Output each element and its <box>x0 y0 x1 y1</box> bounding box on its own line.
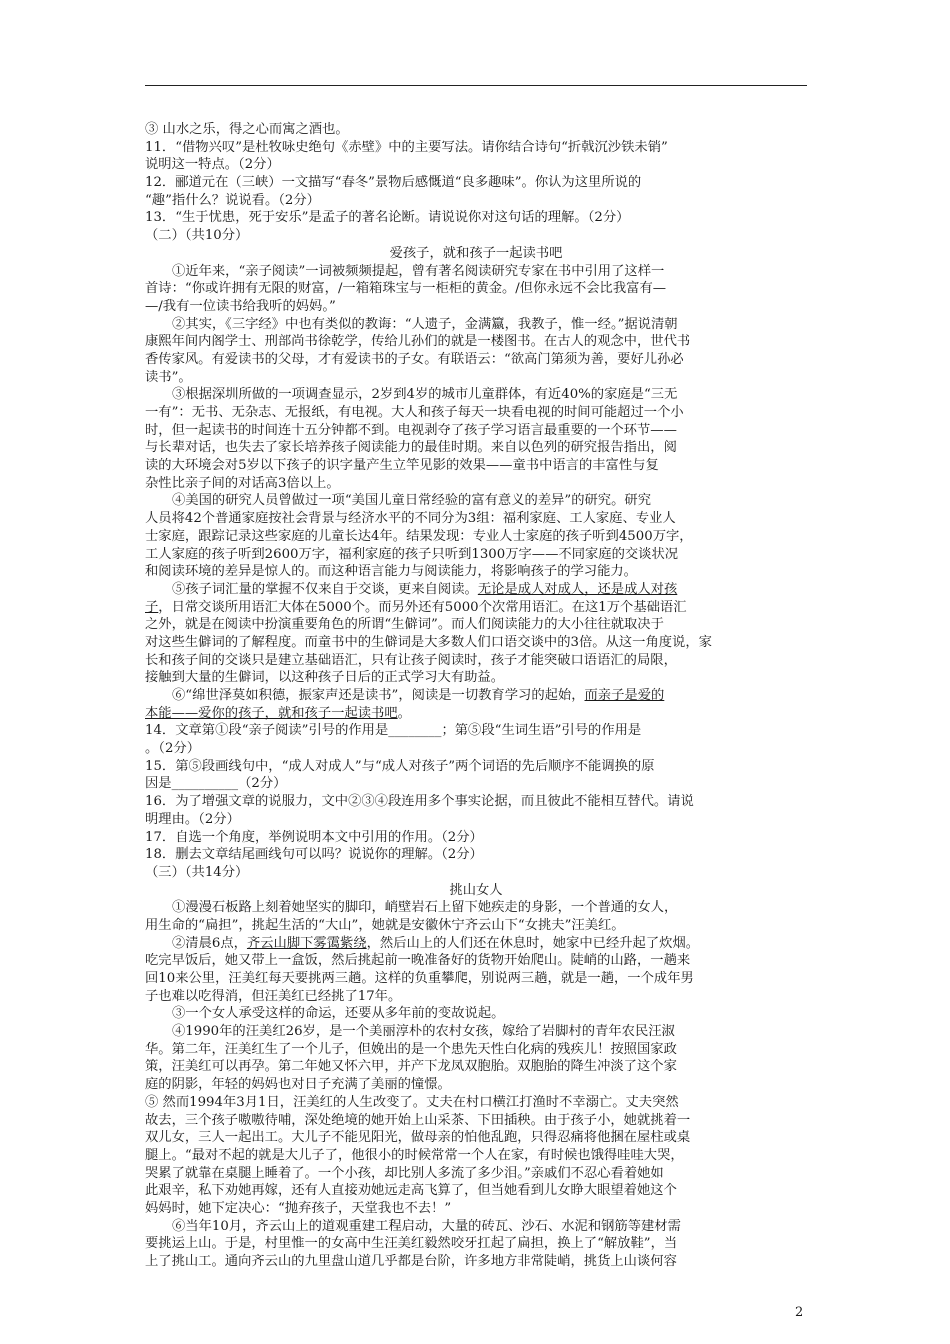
line-text: 一有”：无书、无杂志、无报纸，有电视。大人和孩子每天一块看电视的时间可能超过一个小 <box>145 405 684 420</box>
text-line <box>145 1147 807 1165</box>
text-line <box>145 1165 807 1183</box>
text-line <box>145 1200 807 1218</box>
line-text: 吃完早饭后，她又带上一盒饭，然后挑起前一晚准备好的货物开始爬山。陡峭的山路，一趟来 <box>145 953 691 969</box>
text-line <box>145 669 807 687</box>
text-line <box>145 1235 807 1253</box>
line-text: 回10来公里，汪美红每天要挑两三趟。这样的负重攀爬，别说两三趟，就是一趟，一个成年男 <box>145 971 694 986</box>
line-text: ⑥“绵世泽莫如积德，振家声还是读书”，阅读是一切教育学习的起始， <box>172 688 585 703</box>
line-text: ⑤孩子词汇量的掌握不仅来自于交谈，更来自阅读。 <box>172 581 478 597</box>
text-line <box>145 386 807 404</box>
text-line <box>145 333 807 351</box>
text-line <box>145 1253 807 1271</box>
line-text: 读的大环境会对5岁以下孩子的识字量产生立竿见影的效果——童书中语言的丰富性与复 <box>145 458 659 474</box>
text-line <box>145 422 807 440</box>
text-line <box>145 811 807 829</box>
text-line <box>145 369 807 387</box>
text-line <box>145 705 807 723</box>
line-text: 接触到大量的生僻词，以这种孩子日后的正式学习大有助益。 <box>145 670 505 686</box>
line-text: 14．文章第①段“亲子阅读”引号的作用是________；第⑤段“生词生语”引号的作用是 <box>145 723 642 739</box>
line-text: 爱孩子，就和孩子一起读书吧 <box>389 245 563 261</box>
line-text: 12．郦道元在（三峡）一文描写“春冬”景物后感慨道“良多趣味”。你认为这里所说的 <box>145 175 642 191</box>
line-text: 首诗：“你或许拥有无限的财富，/一箱箱珠宝与一柜柜的黄金。/但你永远不会比我富有— <box>145 281 667 297</box>
text-line <box>145 793 807 811</box>
line-text: 妈妈时，她下定决心：“抛弃孩子，天堂我也不去！” <box>145 1200 452 1216</box>
text-line <box>145 935 807 953</box>
text-line <box>145 280 807 298</box>
text-line <box>145 687 807 705</box>
line-text: 读书”。 <box>145 369 192 385</box>
underlined-text: 本能——爱你的孩子，就和孩子一起读书吧 <box>145 705 398 721</box>
text-line <box>145 899 807 917</box>
line-text: —/我有一位读书给我听的妈妈。” <box>145 298 336 314</box>
text-line <box>145 1094 807 1112</box>
text-line <box>145 652 807 670</box>
text-line <box>145 121 807 139</box>
page-number: 2 <box>795 1305 804 1320</box>
text-line <box>145 1023 807 1041</box>
line-text: ④美国的研究人员曾做过一项“美国儿童日常经验的富有意义的差异”的研究。研究 <box>172 493 651 509</box>
line-text: 香传家风。有爱读书的父母，才有爱读书的子女。有联语云：“欲高门第须为善，要好儿孙必 <box>145 351 684 367</box>
line-text: 对这些生僻词的了解程度。而童书中的生僻词是大多数人们口语交谈中的3倍。从这一角度说，家 <box>145 634 712 650</box>
text-line <box>145 1005 807 1023</box>
text-line <box>145 882 807 900</box>
line-text: 说明这一特点。（2分） <box>145 157 280 173</box>
text-line <box>145 1182 807 1200</box>
line-text: ②清晨6点， <box>172 935 247 951</box>
line-text: 16．为了增强文章的说服力，文中②③④段连用多个事实论据，而且彼此不能相互替代。请说 <box>145 794 694 810</box>
text-line <box>145 227 807 245</box>
line-text: 之外，就是在阅读中扮演重要角色的所谓“生僻词”。而人们阅读能力的大小往往就取决于 <box>145 617 664 633</box>
line-text: 策，汪美红可以再孕。第二年她又怀六甲，并产下龙凤双胞胎。双胞胎的降生冲淡了这个家 <box>145 1059 677 1075</box>
line-text: 故去，三个孩子嗷嗷待哺，深处绝境的她开始上山采茶、下田插秧。由于孩子小，她就挑着一 <box>145 1112 691 1128</box>
line-text: 时，但一起读书的时间连十五分钟都不到。电视剥夺了孩子学习语言最重要的一个环节—— <box>145 422 677 438</box>
line-text: ③ 山水之乐，得之心而寓之酒也。 <box>145 122 349 137</box>
line-text: ③一个女人承受这样的命运，还要从多年前的变故说起。 <box>172 1006 505 1022</box>
text-line <box>145 156 807 174</box>
text-line <box>145 298 807 316</box>
line-text: ①漫漫石板路上刻着她坚实的脚印，峭壁岩石上留下她疾走的身影，一个普通的女人， <box>172 900 678 916</box>
line-text: 17．自选一个角度，举例说明本文中引用的作用。（2分） <box>145 829 483 845</box>
line-text: 和阅读环境的差异是惊人的。而这种语言能力与阅读能力，将影响孩子的学习能力。 <box>145 564 637 580</box>
line-text: 士家庭，跟踪记录这些家庭的儿童长达4年。结果发现：专业人士家庭的孩子听到4500万字， <box>145 528 693 544</box>
text-line <box>145 245 807 263</box>
line-text: ③根据深圳所做的一项调查显示，2岁到4岁的城市儿童群体，有近40%的家庭是“三无 <box>172 387 678 403</box>
text-line <box>145 952 807 970</box>
line-text: 工人家庭的孩子听到2600万字，福利家庭的孩子只听到1300万字——不同家庭的交谈状况 <box>145 546 679 562</box>
underlined-text: 子 <box>145 599 159 615</box>
text-line <box>145 263 807 281</box>
line-text: ④1990年的汪美红26岁，是一个美丽淳朴的农村女孩，嫁给了岩脚村的青年农民汪淑 <box>172 1024 675 1040</box>
line-text: 人员将42个普通家庭按社会背景与经济水平的不同分为3组：福利家庭、工人家庭、专业人 <box>145 511 676 527</box>
line-text: 华。第二年，汪美红生了一个儿子，但娩出的是一个患先天性白化病的残疾儿！按照国家政 <box>145 1041 677 1057</box>
underlined-text: 无论是成人对成人，还是成人对孩 <box>477 581 678 597</box>
line-text: ⑤ 然而1994年3月1日，汪美红的人生改变了。丈夫在村口横江打渔时不幸溺亡。丈夫突然 <box>145 1094 679 1110</box>
line-text: 上了挑山工。通向齐云山的九里盘山道几乎都是台阶，许多地方非常陡峭，挑货上山谈何容 <box>145 1254 677 1269</box>
text-line <box>145 970 807 988</box>
line-text: 康熙年间内阁学士、刑部尚书徐乾学，传给儿孙们的就是一楼图书。在古人的观念中，世代书 <box>145 334 691 350</box>
text-line <box>145 209 807 227</box>
line-text: 要挑运上山。于是，村里惟一的女高中生汪美红毅然咬牙扛起了扁担，换上了“解放鞋”，当 <box>145 1236 678 1252</box>
text-line <box>145 174 807 192</box>
text-line <box>145 404 807 422</box>
text-line <box>145 1129 807 1147</box>
text-line <box>145 758 807 776</box>
line-text: 腿上。“最对不起的就是大儿子了，他很小的时候常常一个人在家，有时候也饿得哇哇大哭， <box>145 1147 684 1163</box>
line-text: （三）（共14分） <box>145 864 249 880</box>
document-body <box>145 121 807 1271</box>
header-rule <box>145 85 807 86</box>
line-text: （二）（共10分） <box>145 228 249 244</box>
text-line <box>145 351 807 369</box>
text-line <box>145 1112 807 1130</box>
line-text: 哭累了就靠在桌腿上睡着了。一个小孩，却比别人多流了多少泪。”亲戚们不忍心看着她如 <box>145 1165 664 1181</box>
line-text: 此艰辛，私下劝她再嫁，还有人直接劝她远走高飞算了，但当她看到儿女睁大眼望着她这个 <box>145 1183 677 1199</box>
line-text: 长和孩子间的交谈只是建立基础语汇，只有让孩子阅读时，孩子才能突破口语语汇的局限， <box>145 652 677 668</box>
text-line <box>145 528 807 546</box>
line-text: “趣”指什么？说说看。（2分） <box>145 192 320 208</box>
line-text: 庭的阴影，年轻的妈妈也对日子充满了美丽的憧憬。 <box>145 1077 451 1093</box>
text-line <box>145 740 807 758</box>
line-text: 与长辈对话，也失去了家长培养孩子阅读能力的最佳时期。来自以色列的研究报告指出，阅 <box>145 440 677 456</box>
line-text: ①近年来，“亲子阅读”一词被频频提起，曾有著名阅读研究专家在书中引用了这样一 <box>172 263 665 279</box>
line-text: ，然后山上的人们还在休息时，她家中已经升起了炊烟。 <box>366 935 700 951</box>
text-line <box>145 634 807 652</box>
text-line <box>145 864 807 882</box>
text-line <box>145 829 807 847</box>
line-text: ⑥当年10月，齐云山上的道观重建工程启动，大量的砖瓦、沙石、水泥和钢筋等建材需 <box>172 1218 681 1234</box>
text-line <box>145 510 807 528</box>
line-text: ，日常交谈所用语汇大体在5000个。而另外还有5000个次常用语汇。在这1万个基础语汇 <box>158 599 687 615</box>
text-line <box>145 492 807 510</box>
text-line <box>145 475 807 493</box>
line-text: 子也难以吃得消，但汪美红已经挑了17年。 <box>145 988 402 1004</box>
line-text: 15．第⑤段画线句中，“成人对成人”与“成人对孩子”两个词语的先后顺序不能调换的原 <box>145 758 655 774</box>
text-line <box>145 316 807 334</box>
line-text: 。（2分） <box>145 741 200 757</box>
text-line <box>145 1218 807 1236</box>
text-line <box>145 546 807 564</box>
line-text: 挑山女人 <box>449 882 503 898</box>
text-line <box>145 917 807 935</box>
line-text: 13．“生于忧患，死于安乐”是孟子的著名论断。请说说你对这句话的理解。（2分） <box>145 210 630 226</box>
text-line <box>145 988 807 1006</box>
text-line <box>145 846 807 864</box>
line-text: ②其实，《三字经》中也有类似的教诲：“人遗子，金满籝，我教子，惟一经。”据说清朝 <box>172 316 678 332</box>
underlined-text: 齐云山脚下雾霭紫绕 <box>246 935 367 951</box>
text-line <box>145 139 807 157</box>
line-text: 。 <box>397 705 411 721</box>
line-text: 因是__________（2分） <box>145 776 287 792</box>
line-text: 杂性比亲子间的对话高3倍以上。 <box>145 475 340 491</box>
text-line <box>145 457 807 475</box>
line-text: 用生命的“扁担”，挑起生活的“大山”，她就是安徽休宁齐云山下“女挑夫”汪美红。 <box>145 917 625 933</box>
text-line <box>145 581 807 599</box>
text-line <box>145 192 807 210</box>
text-line <box>145 1058 807 1076</box>
text-line <box>145 563 807 581</box>
text-line <box>145 616 807 634</box>
line-text: 双儿女，三人一起出工。大儿子不能见阳光，做母亲的怕他乱跑，只得忍痛将他捆在屋柱或桌 <box>145 1130 691 1146</box>
text-line <box>145 1076 807 1094</box>
line-text: 11．“借物兴叹”是杜牧咏史绝句《赤壁》中的主要写法。请你结合诗句“折戟沉沙铁未销” <box>145 139 668 155</box>
line-text: 18．删去文章结尾画线句可以吗？说说你的理解。（2分） <box>145 847 483 863</box>
text-line <box>145 722 807 740</box>
line-text: 明理由。（2分） <box>145 811 240 827</box>
text-line <box>145 775 807 793</box>
text-line <box>145 599 807 617</box>
text-line <box>145 439 807 457</box>
underlined-text: 而亲子是爱的 <box>584 688 665 703</box>
text-line <box>145 1041 807 1059</box>
